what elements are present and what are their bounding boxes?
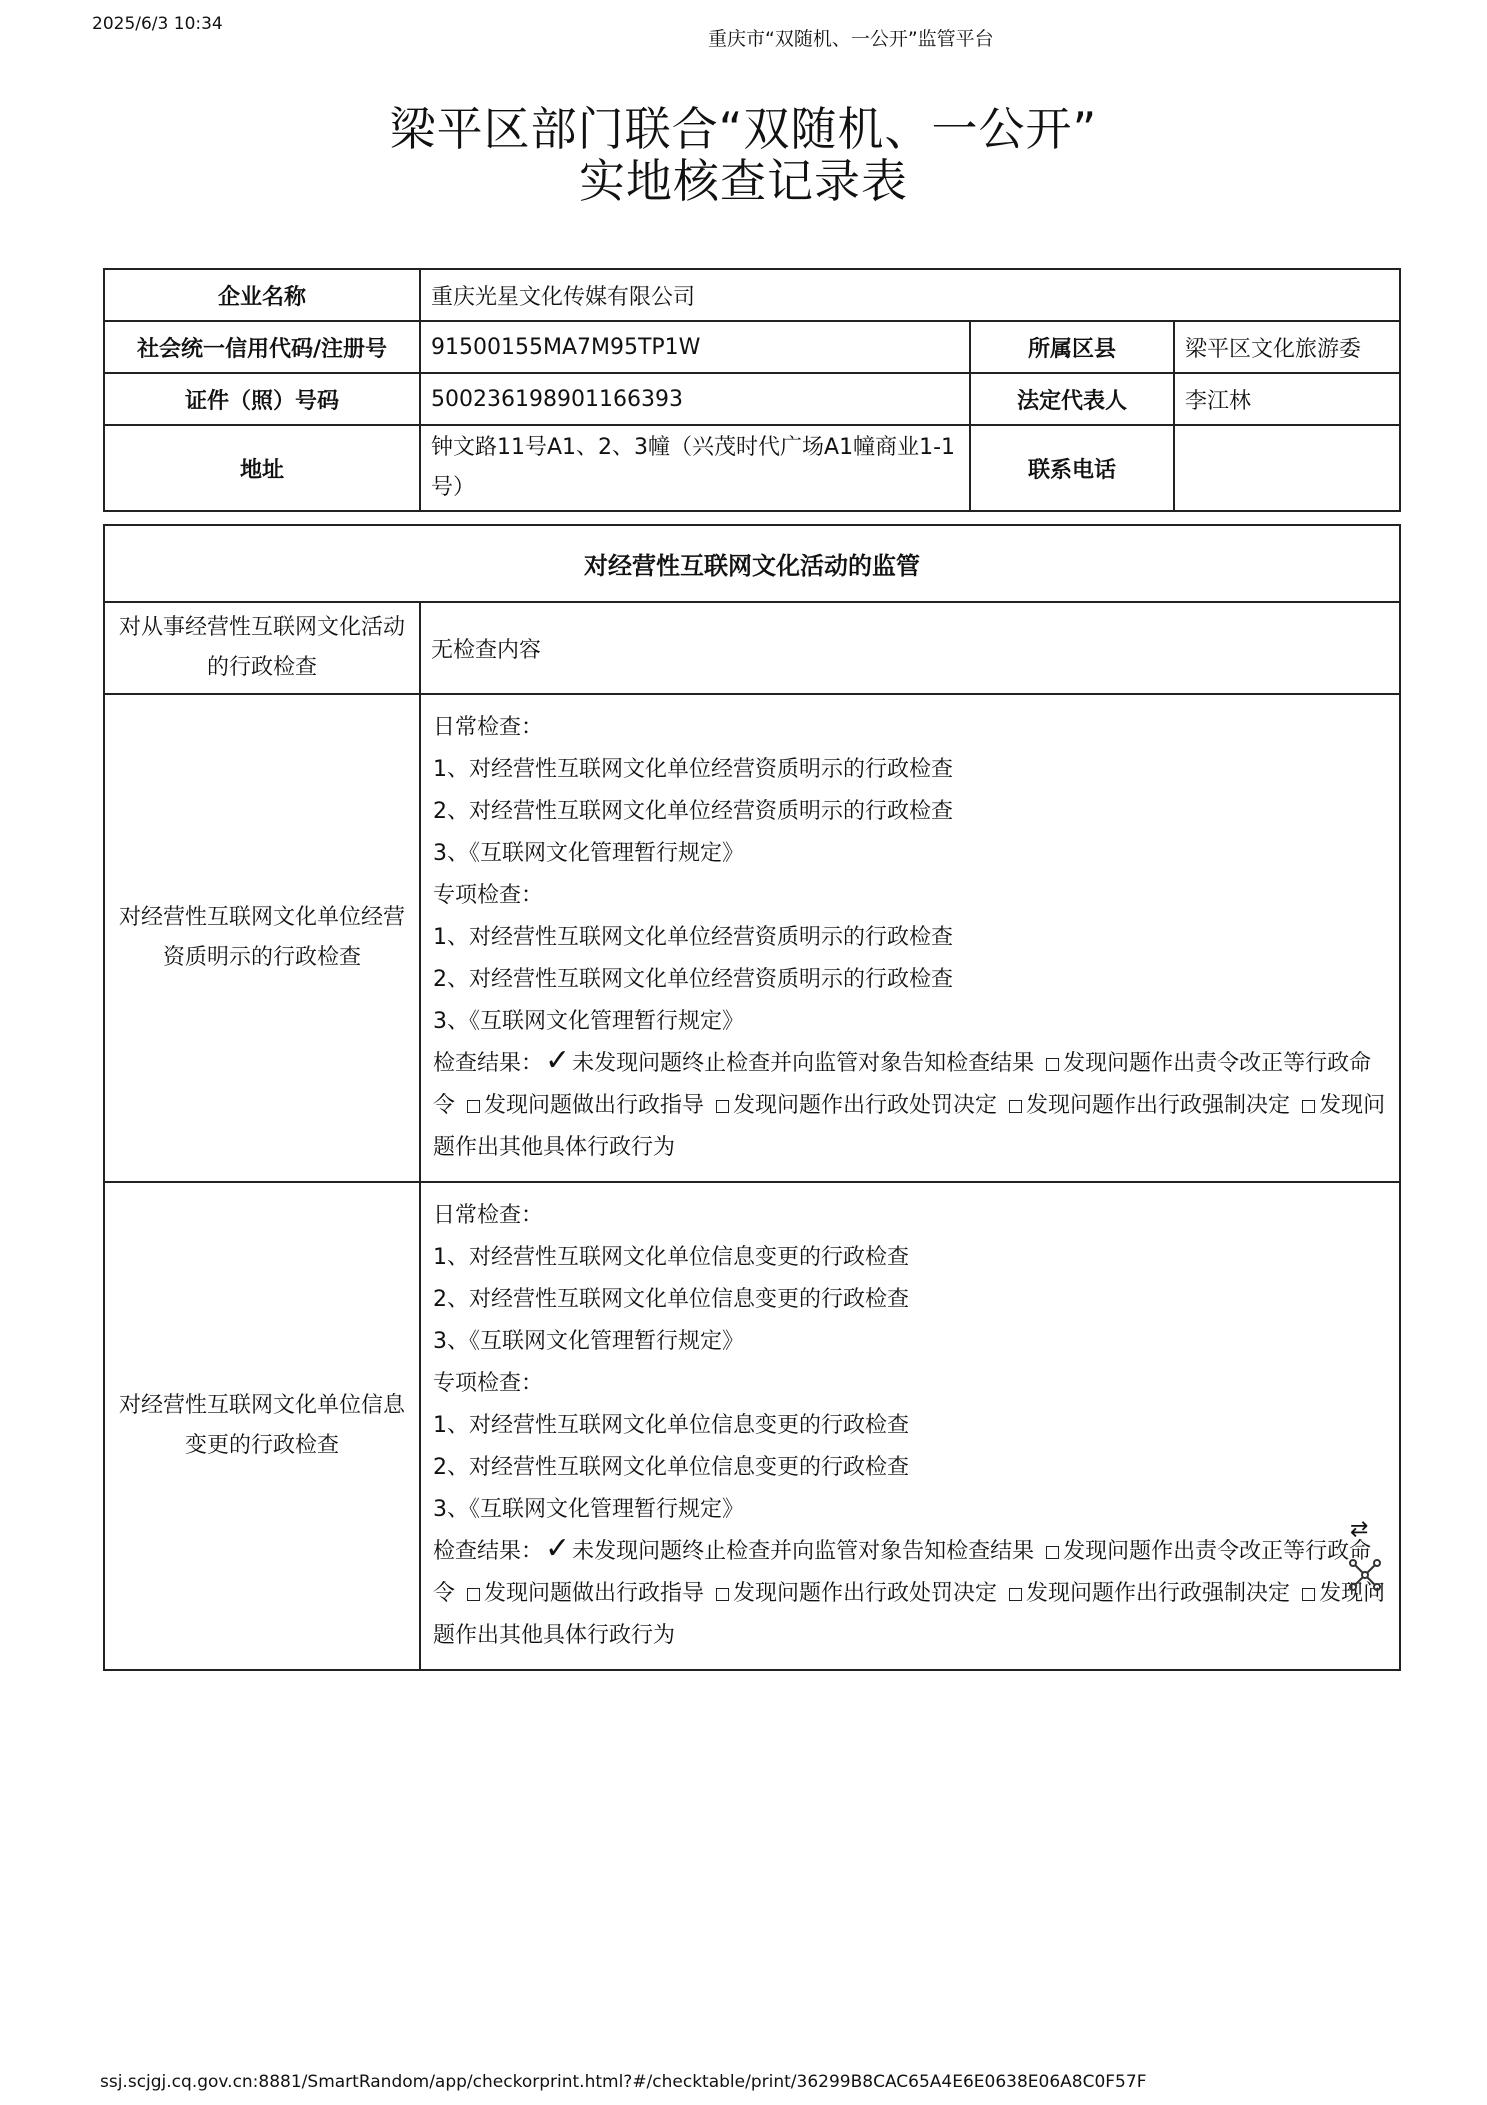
- company-row: [104, 269, 1400, 321]
- result-option-1: 未发现问题终止检查并向监管对象告知检查结果: [572, 1051, 1035, 1076]
- item2-special-heading: 专项检查：: [433, 883, 544, 908]
- network-icon: [1348, 1558, 1382, 1592]
- platform-name: 重庆市“双随机、一公开”监管平台: [708, 28, 994, 50]
- credit-value: 91500155MA7M95TP1W: [420, 321, 970, 373]
- item2-daily-line-1: 1、对经营性互联网文化单位经营资质明示的行政检查: [433, 757, 953, 782]
- supervision-table: [103, 524, 1401, 1671]
- checkmark-icon: ✓: [545, 1531, 571, 1566]
- result-option-6: 发现问题作出其他具体行政行为: [433, 1581, 1386, 1648]
- result-option-3: 发现问题做出行政指导: [484, 1093, 705, 1118]
- address-value: 钟文路11号A1、2、3幢（兴茂时代广场A1幢商业1-1号）: [420, 425, 970, 511]
- item2-daily-line-3: 3、《互联网文化管理暂行规定》: [433, 841, 744, 866]
- checkbox-icon: [1009, 1588, 1022, 1601]
- item1-label: 对从事经营性互联网文化活动的行政检查: [104, 602, 420, 694]
- result-option-6: 发现问题作出其他具体行政行为: [433, 1093, 1386, 1160]
- item3-special-line-3: 3、《互联网文化管理暂行规定》: [433, 1497, 744, 1522]
- checkbox-icon: [467, 1588, 480, 1601]
- cert-value: 500236198901166393: [420, 373, 970, 425]
- company-info-table: [103, 268, 1401, 512]
- checkbox-icon: [1302, 1588, 1315, 1601]
- item2-special-line-3: 3、《互联网文化管理暂行规定》: [433, 1009, 744, 1034]
- phone-label: 联系电话: [970, 425, 1174, 511]
- credit-row: [104, 321, 1400, 373]
- item2-special-line-2: 2、对经营性互联网文化单位经营资质明示的行政检查: [433, 967, 953, 992]
- item3-daily-heading: 日常检查：: [433, 1203, 544, 1228]
- credit-label: 社会统一信用代码/注册号: [104, 321, 420, 373]
- page-url: ssj.scjgj.cq.gov.cn:8881/SmartRandom/app/checkorprint.html?#/checktable/print/36299B8CAC65A4E6E0638E06A8C0F57F: [100, 2072, 1147, 2092]
- result-option-1: 未发现问题终止检查并向监管对象告知检查结果: [572, 1539, 1035, 1564]
- result-option-4: 发现问题作出行政处罚决定: [733, 1093, 998, 1118]
- checkbox-icon: [716, 1100, 729, 1113]
- checkbox-icon: [1302, 1100, 1315, 1113]
- item2-row: [104, 694, 1400, 1182]
- item3-daily-line-2: 2、对经营性互联网文化单位信息变更的行政检查: [433, 1287, 909, 1312]
- result-option-5: 发现问题作出行政强制决定: [1026, 1581, 1291, 1606]
- item3-special-line-2: 2、对经营性互联网文化单位信息变更的行政检查: [433, 1455, 909, 1480]
- result-option-5: 发现问题作出行政强制决定: [1026, 1093, 1291, 1118]
- translate-icon[interactable]: ⇄: [1350, 1517, 1369, 1542]
- company-label: 企业名称: [104, 269, 420, 321]
- result-option-2: 发现问题作出责令改正等行政命令: [433, 1539, 1372, 1606]
- checkbox-icon: [1009, 1100, 1022, 1113]
- item3-result: [433, 1531, 1389, 1657]
- item3-daily-line-1: 1、对经营性互联网文化单位信息变更的行政检查: [433, 1245, 909, 1270]
- item2-daily-line-2: 2、对经营性互联网文化单位经营资质明示的行政检查: [433, 799, 953, 824]
- item3-daily-line-3: 3、《互联网文化管理暂行规定》: [433, 1329, 744, 1354]
- company-value: 重庆光星文化传媒有限公司: [420, 269, 1400, 321]
- result-option-3: 发现问题做出行政指导: [484, 1581, 705, 1606]
- result-option-2: 发现问题作出责令改正等行政命令: [433, 1051, 1372, 1118]
- document-title-line1: 梁平区部门联合“双随机、一公开”: [389, 102, 1098, 156]
- district-label: 所属区县: [970, 321, 1174, 373]
- print-datetime: 2025/6/3 10:34: [92, 14, 223, 34]
- checkmark-icon: ✓: [545, 1043, 571, 1078]
- cert-row: [104, 373, 1400, 425]
- item3-content: [420, 1182, 1400, 1670]
- result-option-4: 发现问题作出行政处罚决定: [733, 1581, 998, 1606]
- document-title-line2: 实地核查记录表: [579, 154, 908, 208]
- item2-label: 对经营性互联网文化单位经营资质明示的行政检查: [104, 694, 420, 1182]
- item3-special-line-1: 1、对经营性互联网文化单位信息变更的行政检查: [433, 1413, 909, 1438]
- item3-label: 对经营性互联网文化单位信息变更的行政检查: [104, 1182, 420, 1670]
- checkbox-icon: [1046, 1058, 1059, 1071]
- item1-value: 无检查内容: [420, 602, 1400, 694]
- cert-label: 证件（照）号码: [104, 373, 420, 425]
- item2-content: [420, 694, 1400, 1182]
- checkbox-icon: [467, 1100, 480, 1113]
- item1-row: [104, 602, 1400, 694]
- result-label: 检查结果：: [433, 1051, 544, 1076]
- item2-daily-heading: 日常检查：: [433, 715, 544, 740]
- item3-row: [104, 1182, 1400, 1670]
- address-row: [104, 425, 1400, 511]
- phone-value: [1174, 425, 1400, 511]
- checkbox-icon: [1046, 1546, 1059, 1559]
- legal-label: 法定代表人: [970, 373, 1174, 425]
- item3-special-heading: 专项检查：: [433, 1371, 544, 1396]
- section-title-row: [104, 525, 1400, 602]
- legal-value: 李江林: [1174, 373, 1400, 425]
- district-value: 梁平区文化旅游委: [1174, 321, 1400, 373]
- address-label: 地址: [104, 425, 420, 511]
- item2-special-line-1: 1、对经营性互联网文化单位经营资质明示的行政检查: [433, 925, 953, 950]
- section-title: 对经营性互联网文化活动的监管: [104, 525, 1400, 602]
- item2-result: [433, 1043, 1389, 1169]
- result-label: 检查结果：: [433, 1539, 544, 1564]
- checkbox-icon: [716, 1588, 729, 1601]
